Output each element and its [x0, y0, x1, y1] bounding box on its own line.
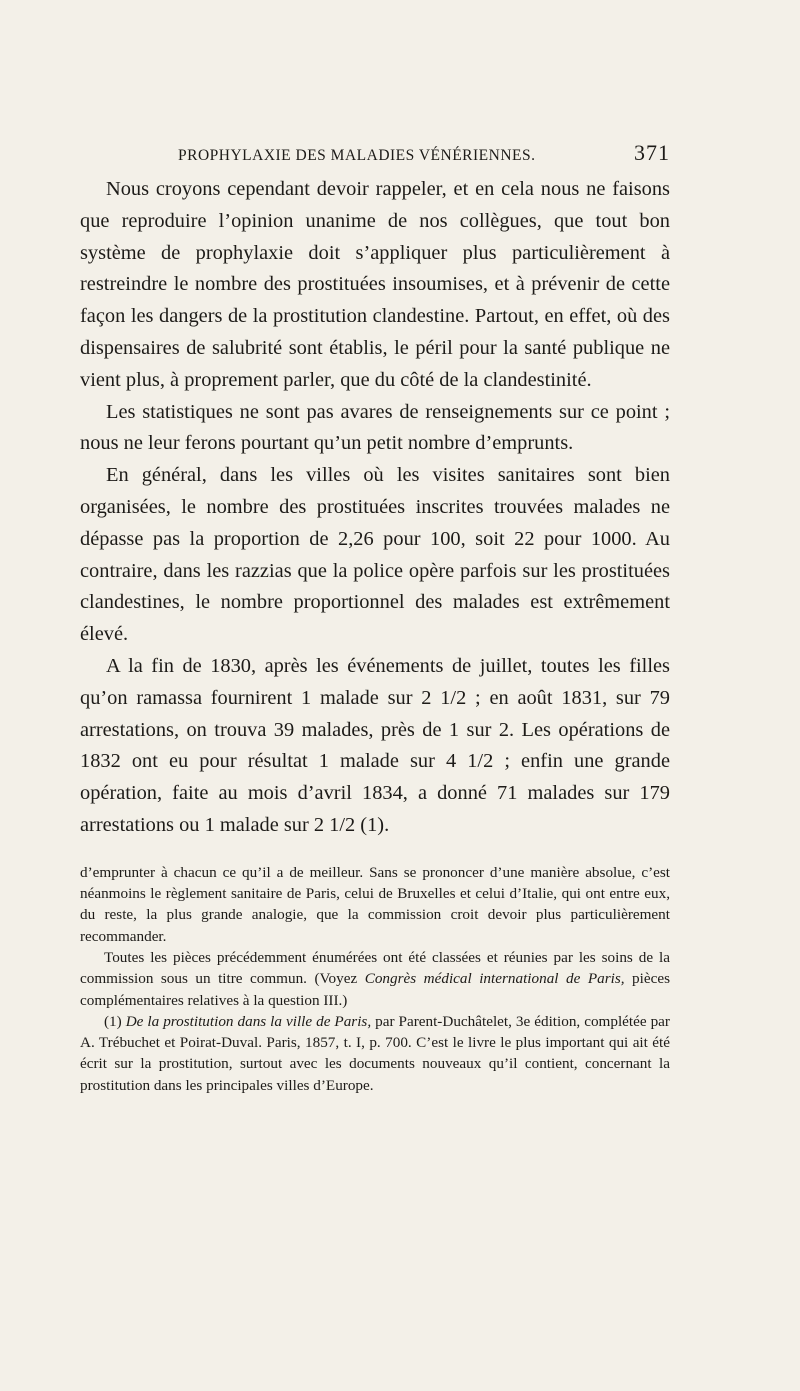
footnote-text: Toutes les pièces précédemment énumérées ont été classées et réunies par les soins de la commission sous un titre commun. (Voyez	[80, 948, 670, 988]
footnote-text: par Parent-Duchâtelet, 3e édition, complétée par A. Trébuchet et Poirat-Duval. Paris, 1857, t. I, p. 700. C’est le livre le plus important qui ait été écrit sur la prostitution, surtout avec les documents nouveaux qu’il contient, concernant la prostitution dans les principales villes d’Europe.	[80, 1012, 670, 1094]
footnote-1	[80, 1011, 670, 1096]
book-page	[80, 140, 670, 1096]
footnote-continuation: d’emprunter à chacun ce qu’il a de meilleur. Sans se prononcer d’une manière absolue, c’est néanmoins le règlement sanitaire de Paris, celui de Bruxelles et celui d’Italie, qui ont entre eux, du reste, la plus grande analogie, que la commission croit devoir plus particulièrement recommander.	[80, 863, 670, 945]
footnote-text: pièces complémentaires relatives à la question III.)	[80, 970, 670, 1009]
footnotes	[80, 862, 670, 1096]
running-head	[80, 140, 670, 166]
paragraph-1: Nous croyons cependant devoir rappeler, et en cela nous ne faisons que reproduire l’opinion unanime de nos collègues, que tout bon système de prophylaxie doit s’appliquer plus particulièrement à restreindre le nombre des prostituées insoumises, et à prévenir de cette façon les dangers de la prostitution clandestine. Partout, en effet, où des dispensaires de salubrité sont établis, le péril pour la santé publique ne vient plus, à proprement parler, que du côté de la clandestinité.	[80, 178, 670, 391]
footnote-commission	[80, 947, 670, 1011]
paragraph-4: A la fin de 1830, après les événements de juillet, toutes les filles qu’on ramassa fournirent 1 malade sur 2 1/2 ; en août 1831, sur 79 arrestations, on trouva 39 malades, près de 1 sur 2. Les opérations de 1832 ont eu pour résultat 1 malade sur 4 1/2 ; enfin une grande opération, faite au mois d’avril 1834, a donné 71 malades sur 179 arrestations ou 1 malade sur 2 1/2 (1).	[80, 654, 670, 836]
footnote-marker: (1)	[104, 1012, 126, 1030]
footnote-citation: De la prostitution dans la ville de Paris,	[125, 1012, 372, 1030]
paragraph-2: Les statistiques ne sont pas avares de renseignements sur ce point ; nous ne leur ferons pourtant qu’un petit nombre d’emprunts.	[80, 400, 670, 455]
running-title: PROPHYLAXIE DES MALADIES VÉNÉRIENNES.	[178, 147, 536, 164]
page-number: 371	[634, 140, 670, 165]
paragraph-3: En général, dans les villes où les visites sanitaires sont bien organisées, le nombre des prostituées inscrites trouvées malades ne dépasse pas la proportion de 2,26 pour 100, soit 22 pour 1000. Au contraire, dans les razzias que la police opère parfois sur les prostituées clandestines, le nombre proportionnel des malades est extrêmement élevé.	[80, 464, 670, 646]
footnote-citation: Congrès médical international de Paris,	[364, 970, 625, 988]
main-text	[80, 174, 670, 842]
